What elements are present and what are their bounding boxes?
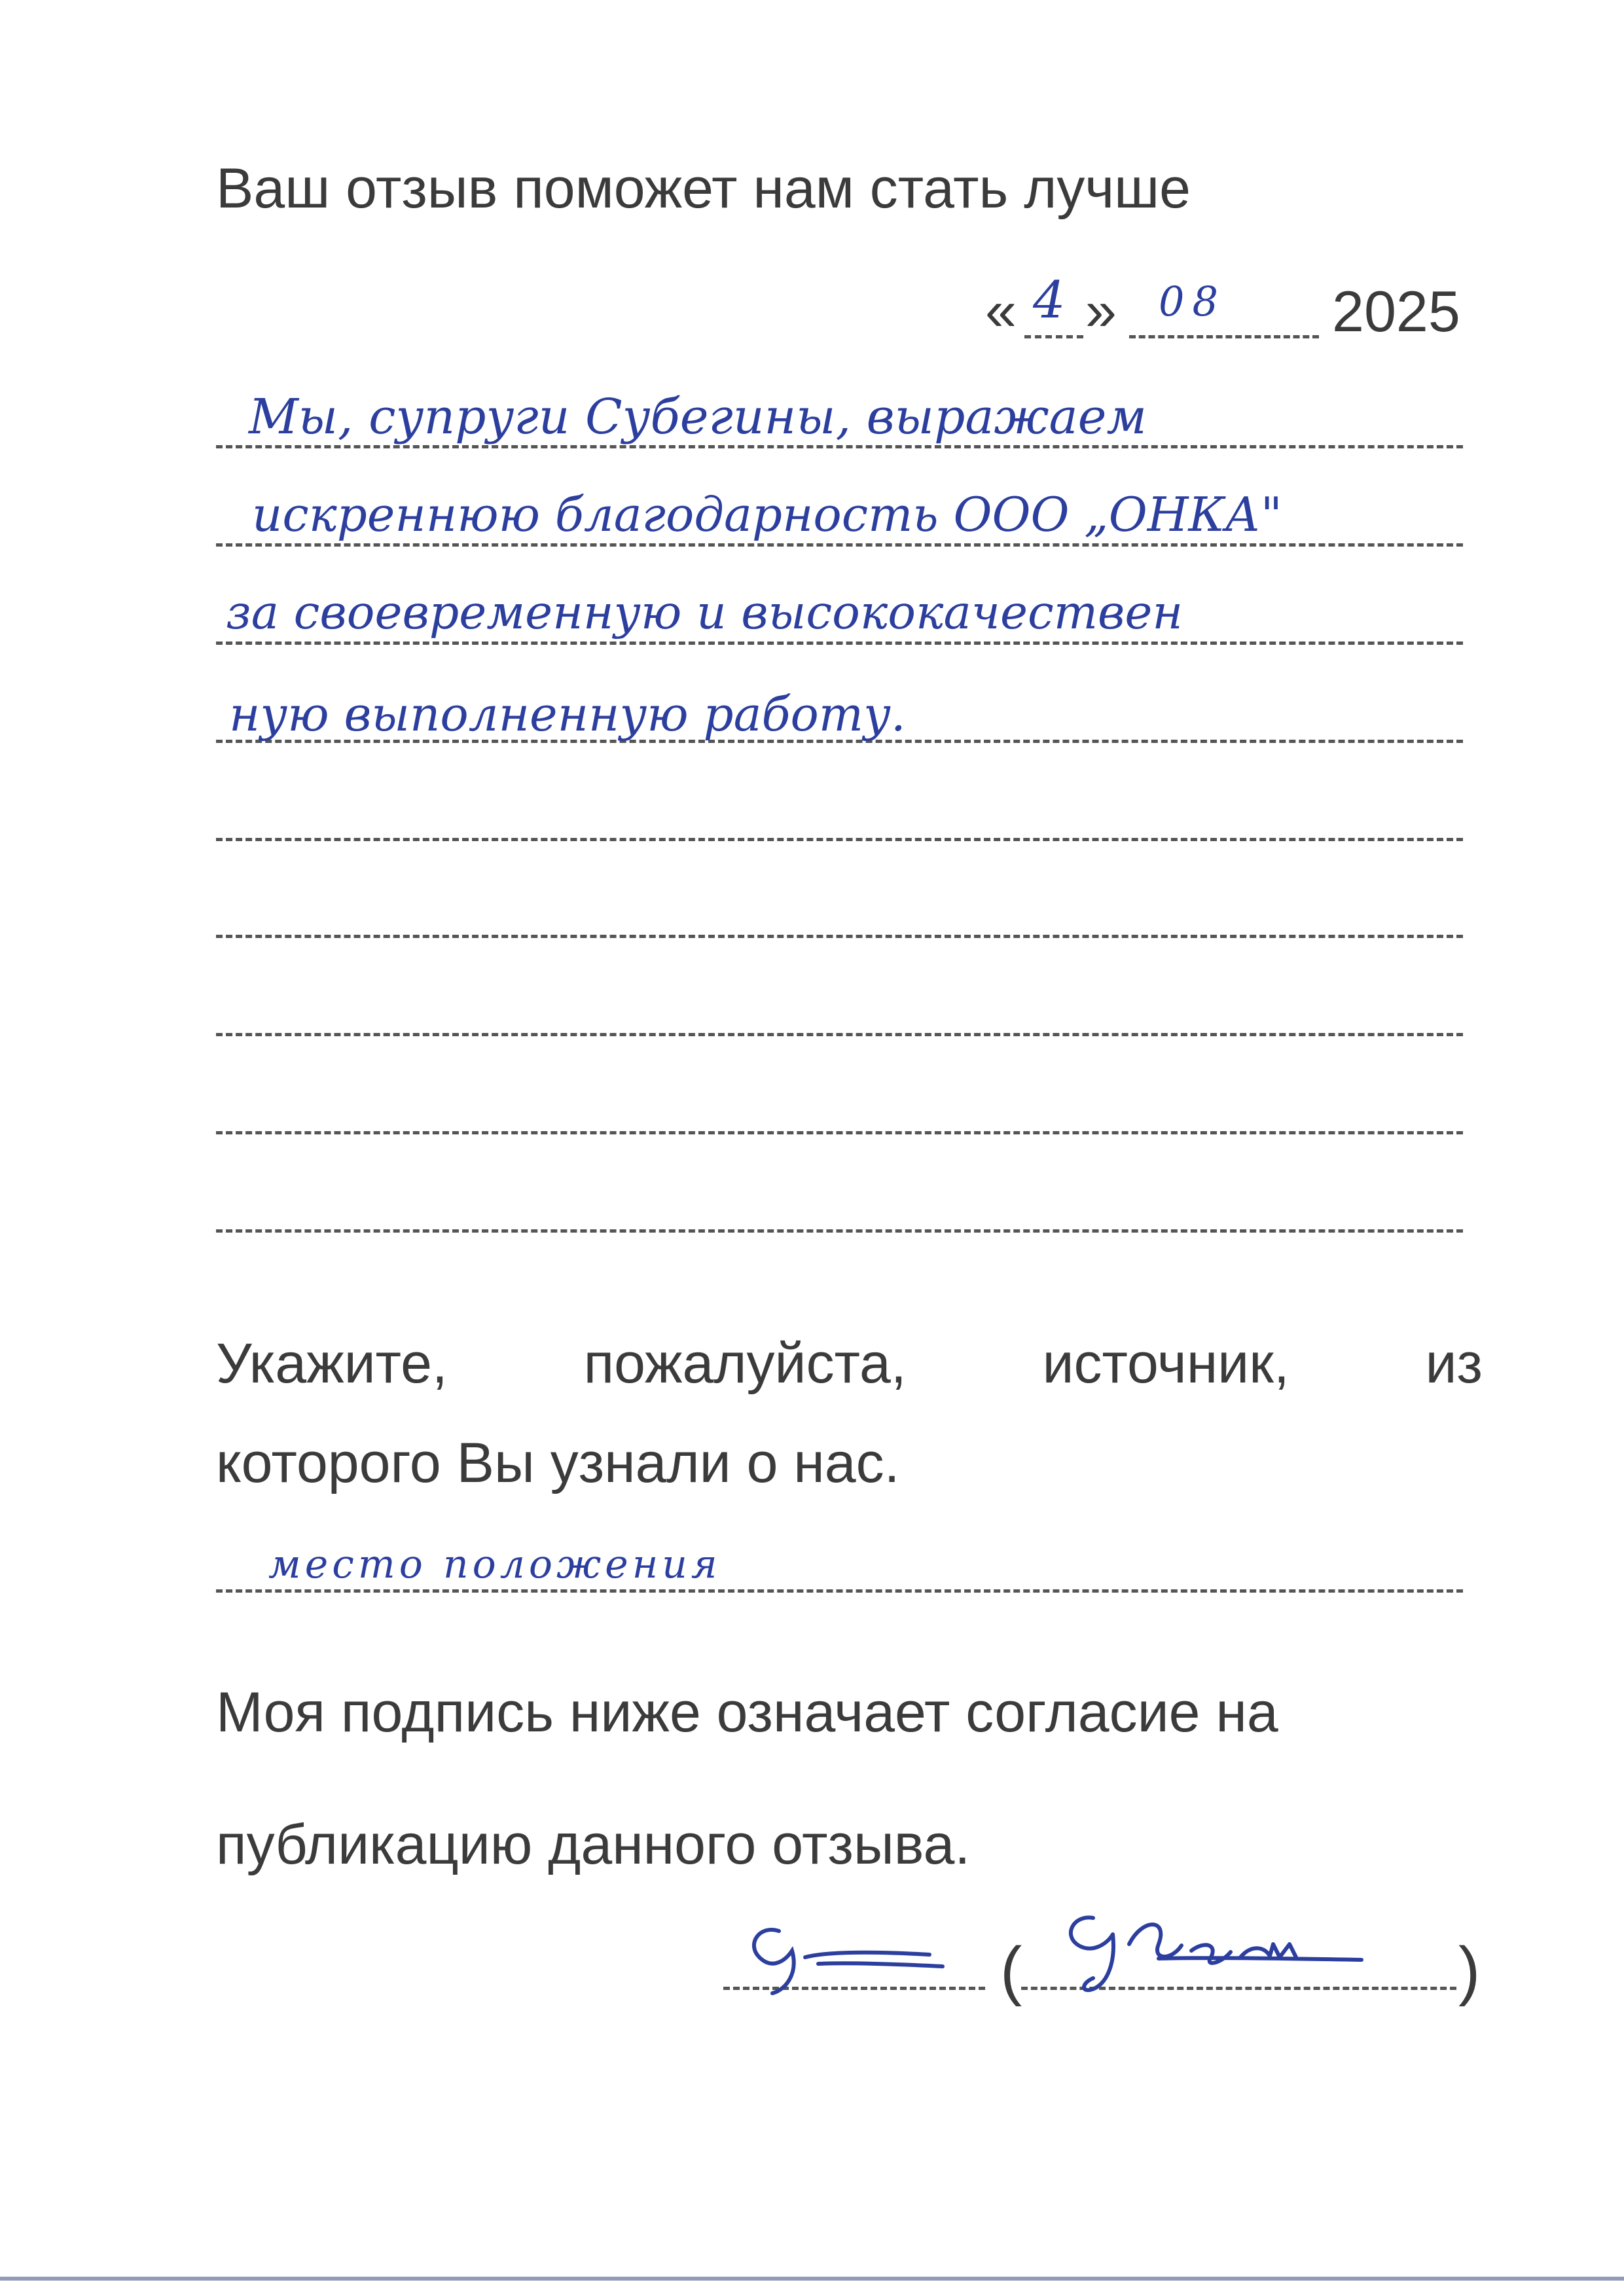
name-handwriting	[1054, 1905, 1394, 2003]
name-close-paren: )	[1458, 1934, 1481, 2007]
consent-line2: публикацию данного отзыва.	[216, 1813, 971, 1876]
review-text-line: искреннюю благодарность ООО „ОНКА"	[252, 487, 1282, 542]
date-open-quote: «	[985, 280, 1017, 342]
consent-line1: Моя подпись ниже означает согласие на	[216, 1681, 1278, 1744]
source-question-line2: которого Вы узнали о нас.	[216, 1432, 900, 1494]
review-text-line: ную выполненную работу.	[229, 687, 906, 742]
source-question-word: пожалуйста,	[583, 1332, 907, 1395]
date-year: 2025	[1332, 279, 1460, 344]
review-line	[216, 445, 1463, 448]
date-month: 08	[1159, 278, 1226, 325]
review-line-empty	[216, 935, 1463, 938]
review-line-empty	[216, 838, 1463, 841]
source-question-word: из	[1425, 1332, 1483, 1395]
source-answer: место положения	[268, 1542, 721, 1587]
date-month-line	[1129, 335, 1319, 338]
scan-edge	[0, 2277, 1624, 2281]
date-day-line	[1024, 335, 1083, 338]
review-line	[216, 543, 1463, 547]
source-question-word: Укажите,	[216, 1332, 448, 1395]
date-close-quote: »	[1085, 280, 1117, 342]
form-heading: Ваш отзыв поможет нам стать лучше	[216, 157, 1191, 220]
date-day: 4	[1033, 271, 1066, 330]
review-line-empty	[216, 1131, 1463, 1134]
signature-mark	[733, 1911, 982, 2003]
name-open-paren: (	[1000, 1934, 1022, 2007]
review-text-line: за своевременную и высококачествен	[226, 585, 1183, 640]
review-line-empty	[216, 1033, 1463, 1036]
review-text-line: Мы, супруги Субегины, выражаем	[249, 389, 1147, 445]
review-line	[216, 642, 1463, 645]
source-answer-line	[216, 1589, 1463, 1593]
source-question-line1	[216, 1332, 1483, 1395]
source-question-word: источник,	[1042, 1332, 1290, 1395]
review-line-empty	[216, 1229, 1463, 1233]
